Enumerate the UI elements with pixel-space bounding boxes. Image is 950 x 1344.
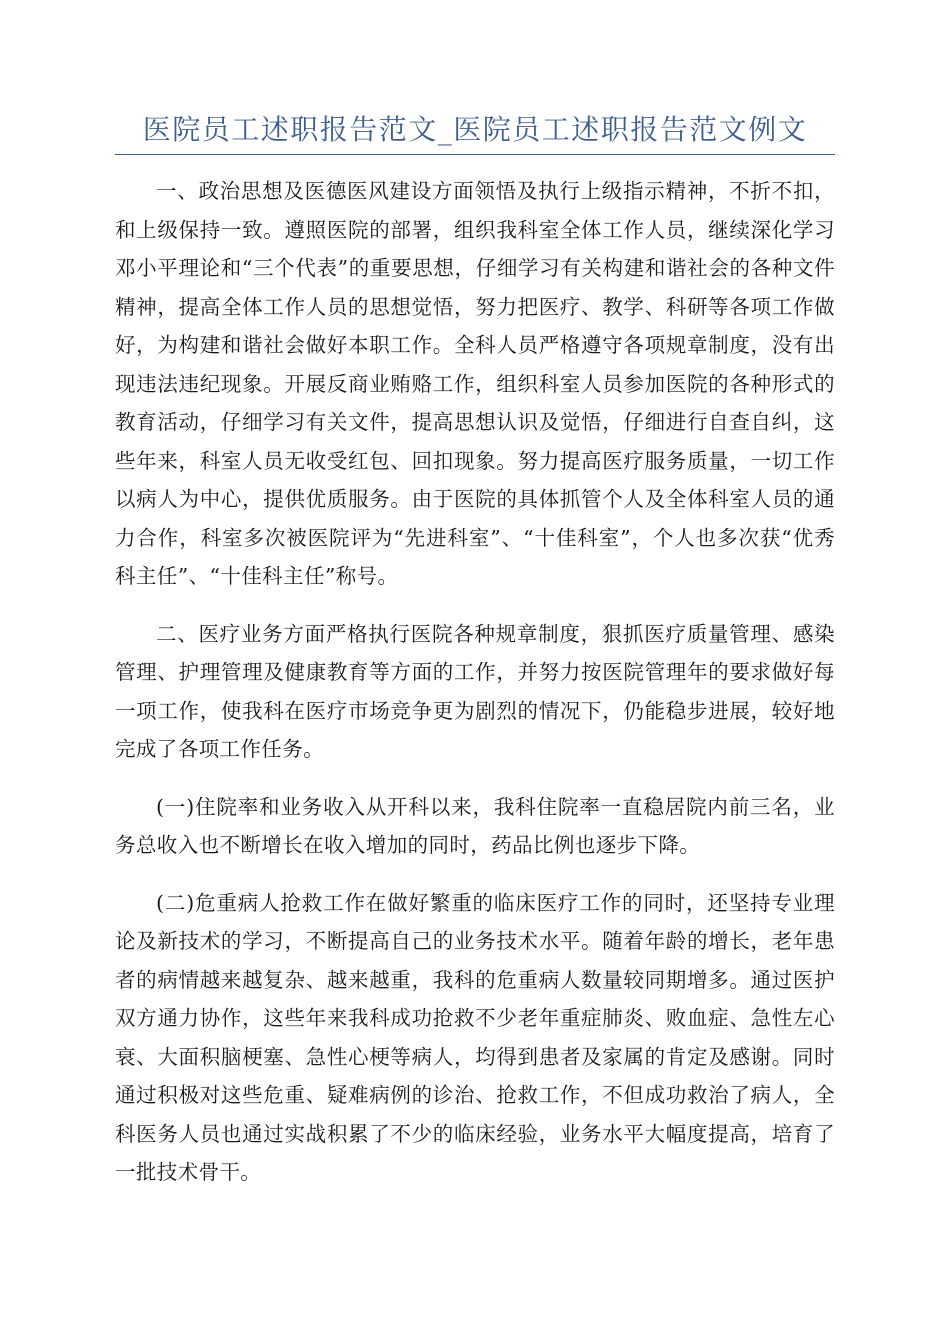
paragraph-critical-care: (二)危重病人抢救工作在做好繁重的临床医疗工作的同时，还坚持专业理论及新技术的学习，不断提高自己的业务技术水平。随着年龄的增长，老年患者的病情越来越复杂、越来越重，我科的危重病人数量较同期增多。通过医护双方通力协作，这些年来我科成功抢救不少老年重症肺炎、败血症、急性左心衰、大面积脑梗塞、急性心梗等病人，均得到患者及家属的肯定及感谢。同时通过积极对这些危重、疑难病例的诊治、抢救工作，不但成功救治了病人，全科医务人员也通过实战积累了不少的临床经验，业务水平大幅度提高，培育了一批技术骨干。 xyxy=(115,890,835,1184)
document-body xyxy=(115,172,835,1211)
paragraph-political: 一、政治思想及医德医风建设方面领悟及执行上级指示精神，不折不扣，和上级保持一致。遵照医院的部署，组织我科室全体工作人员，继续深化学习邓小平理论和“三个代表”的重要思想，仔细学习有关构建和谐社会的各种文件精神，提高全体工作人员的思想觉悟，努力把医疗、教学、科研等各项工作做好，为构建和谐社会做好本职工作。全科人员严格遵守各项规章制度，没有出现违法违纪现象。开展反商业贿赂工作，组织科室人员参加医院的各种形式的教育活动，仔细学习有关文件，提高思想认识及觉悟，仔细进行自查自纠，这些年来，科室人员无收受红包、回扣现象。努力提高医疗服务质量，一切工作以病人为中心，提供优质服务。由于医院的具体抓管个人及全体科室人员的通力合作，科室多次被医院评为“先进科室”、“十佳科室”，个人也多次获“优秀科主任”、“十佳科主任”称号。 xyxy=(115,179,835,588)
title-block xyxy=(115,110,835,155)
paragraph-admission-rate: (一)住院率和业务收入从开科以来，我科住院率一直稳居院内前三名，业务总收入也不断增长在收入增加的同时，药品比例也逐步下降。 xyxy=(115,794,835,857)
paragraph-medical-business: 二、医疗业务方面严格执行医院各种规章制度，狠抓医疗质量管理、感染管理、护理管理及健康教育等方面的工作，并努力按医院管理年的要求做好每一项工作，使我科在医疗市场竞争更为剧烈的情况下，仍能稳步进展，较好地完成了各项工作任务。 xyxy=(115,621,835,761)
page-title: 医院员工述职报告范文_医院员工述职报告范文例文 xyxy=(142,113,808,146)
